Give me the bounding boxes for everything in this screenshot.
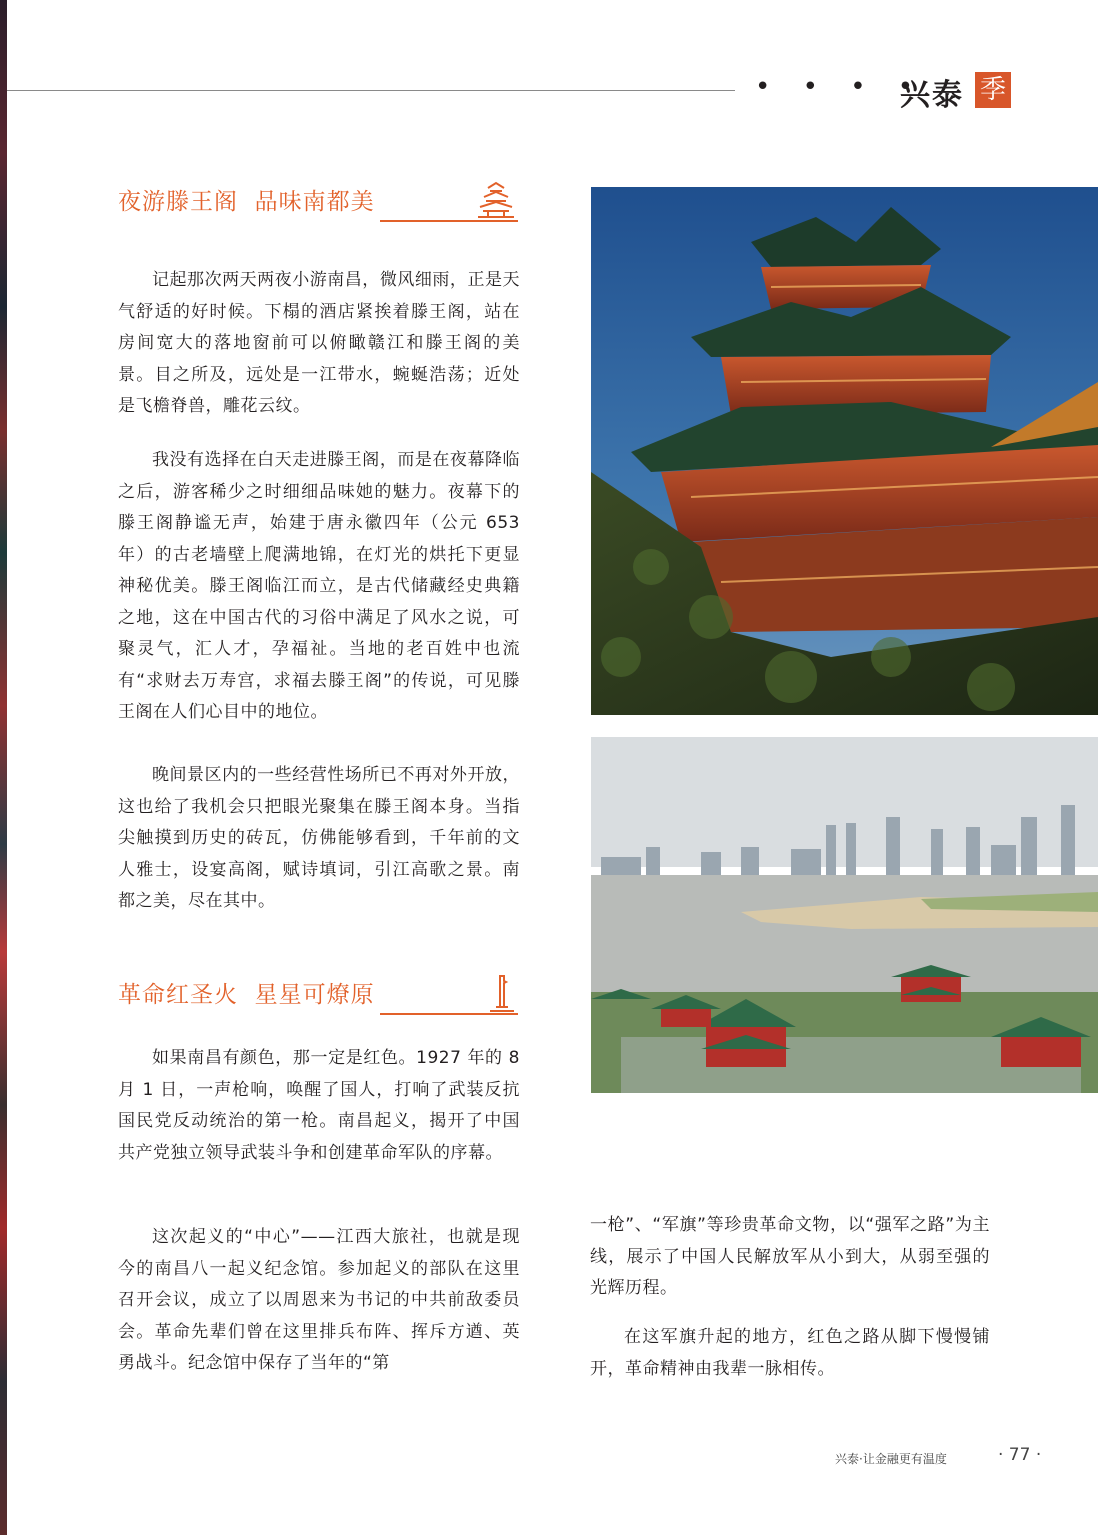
section-title-2: 革命红圣火 星星可燎原 [118,982,375,1008]
monument-icon [488,973,516,1013]
page-number: · 77 · [998,1445,1042,1465]
section-title-1: 夜游滕王阁 品味南都美 [118,189,375,215]
title-underline [380,220,518,222]
season-seal: 季 [975,72,1011,108]
paragraph: 记起那次两天两夜小游南昌，微风细雨，正是天气舒适的好时候。下榻的酒店紧挨着滕王阁，站在房间宽大的落地窗前可以俯瞰赣江和滕王阁的美景。目之所及，远处是一江带水，蜿蜒浩荡；近处是飞檐脊兽，雕花云纹。 [118,270,520,416]
tengwang-pavilion-night-photo [591,187,1098,715]
pavilion-icon [476,180,516,220]
magazine-brand: 兴泰 [900,78,964,113]
paragraph: 晚间景区内的一些经营性场所已不再对外开放，这也给了我机会只把眼光聚集在滕王阁本身。当指尖触摸到历史的砖瓦，仿佛能够看到，千年前的文人雅士，设宴高阁，赋诗填词，引江高歌之景。南都之美，尽在其中。 [118,765,520,911]
paragraph: 我没有选择在白天走进滕王阁，而是在夜幕降临之后，游客稀少之时细细品味她的魅力。夜幕下的滕王阁静谧无声，始建于唐永徽四年（公元 653 年）的古老墙壁上爬满地锦，在灯光的烘托下更显神秘优美。滕王阁临江而立，是古代储藏经史典籍之地，这在中国古代的习俗中满足了风水之说，可聚灵气，汇人才，孕福祉。当地的老百姓中也流有“求财去万寿宫，求福去滕王阁”的传说，可见滕王阁在人们心目中的地位。 [118,450,520,722]
header-rule [7,90,735,91]
title-underline [380,1013,518,1015]
paragraph: 在这军旗升起的地方，红色之路从脚下慢慢铺开，革命精神由我辈一脉相传。 [590,1327,990,1379]
footer-slogan: 兴泰·让金融更有温度 [835,1452,947,1466]
paragraph: 这次起义的“中心”——江西大旅社，也就是现今的南昌八一起义纪念馆。参加起义的部队在这里召开会议，成立了以周恩来为书记的中共前敌委员会。革命先辈们曾在这里排兵布阵、挥斥方遒、英勇战斗。纪念馆中保存了当年的“第 [118,1227,520,1373]
section-heading-1 [118,182,518,222]
section-heading-2 [118,975,518,1015]
header-dots: • • • • [755,72,926,102]
paragraph: 如果南昌有颜色，那一定是红色。1927 年的 8 月 1 日，一声枪响，唤醒了国人，打响了武装反抗国民党反动统治的第一枪。南昌起义，揭开了中国共产党独立领导武装斗争和创建革命军队的序幕。 [118,1048,520,1163]
paragraph-continued: 一枪”、“军旗”等珍贵革命文物，以“强军之路”为主线，展示了中国人民解放军从小到大，从弱至强的光辉历程。 [590,1215,990,1298]
previous-page-edge [0,0,7,1535]
ganjiang-river-aerial-photo [591,737,1098,1093]
